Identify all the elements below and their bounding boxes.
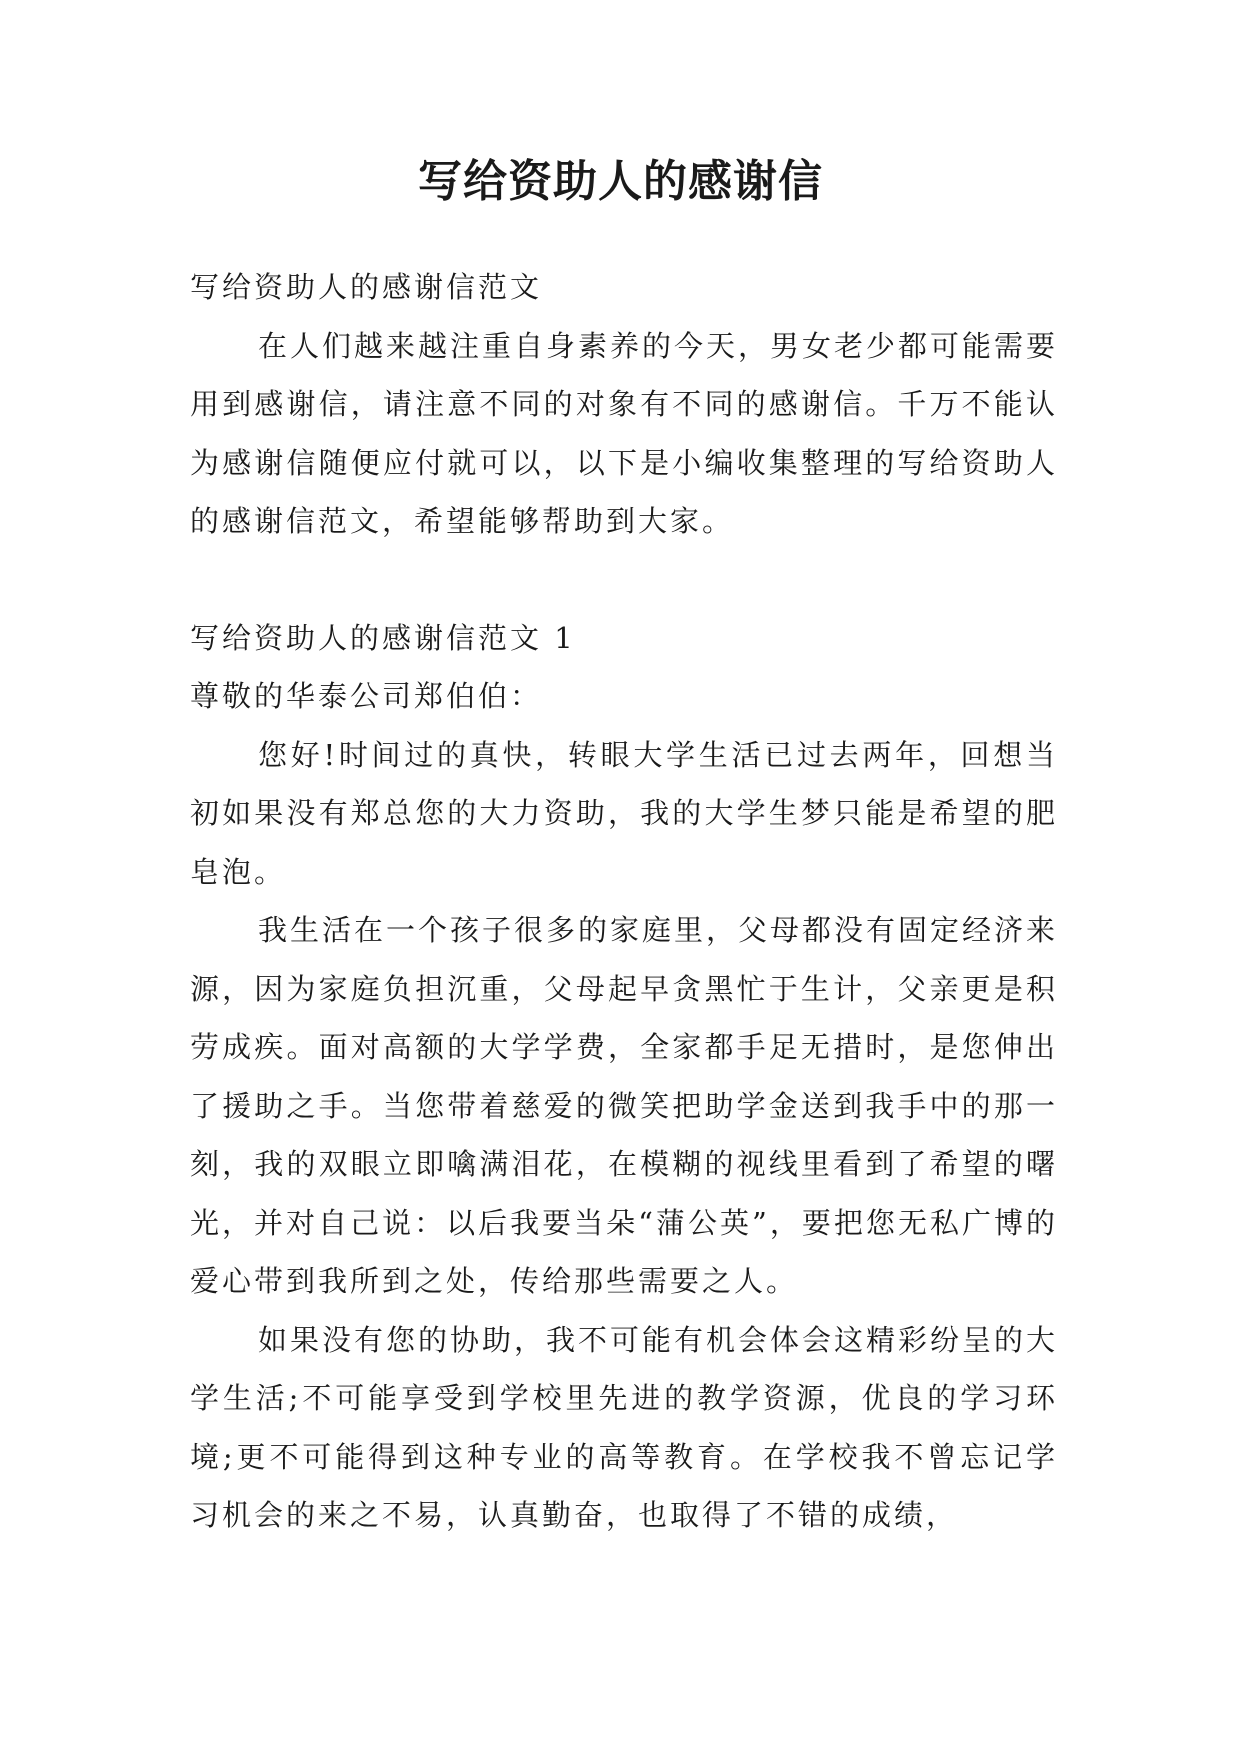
body-paragraph-1: 您好!时间过的真快，转眼大学生活已过去两年，回想当初如果没有郑总您的大力资助，我的大学生梦只能是希望的肥皂泡。: [190, 737, 1058, 889]
paragraph-spacer: [190, 551, 1058, 609]
body-paragraph-2: 我生活在一个孩子很多的家庭里，父母都没有固定经济来源，因为家庭负担沉重，父母起早贪黑忙于生计，父亲更是积劳成疾。面对高额的大学学费，全家都手足无措时，是您伸出了援助之手。当您带着慈爱的微笑把助学金送到我手中的那一刻，我的双眼立即噙满泪花，在模糊的视线里看到了希望的曙光，并对自己说：以后我要当朵“蒲公英”，要把您无私广博的爱心带到我所到之处，传给那些需要之人。: [190, 913, 1059, 1298]
section-heading: 写给资助人的感谢信范文 1: [190, 620, 576, 655]
subtitle: 写给资助人的感谢信范文: [190, 270, 543, 304]
intro-paragraph: 在人们越来越注重自身素养的今天，男女老少都可能需要用到感谢信，请注意不同的对象有不同的感谢信。千万不能认为感谢信随便应付就可以，以下是小编收集整理的写给资助人的感谢信范文，希望能够帮助到大家。: [190, 328, 1059, 538]
document-title: 写给资助人的感谢信: [418, 156, 823, 207]
document-body: [190, 258, 1058, 1545]
body-paragraph-3: 如果没有您的协助，我不可能有机会体会这精彩纷呈的大学生活;不可能享受到学校里先进的教学资源，优良的学习环境;更不可能得到这种专业的高等教育。在学校我不曾忘记学习机会的来之不易，认真勤奋，也取得了不错的成绩，: [190, 1322, 1059, 1532]
salutation: 尊敬的华泰公司郑伯伯：: [190, 679, 543, 713]
